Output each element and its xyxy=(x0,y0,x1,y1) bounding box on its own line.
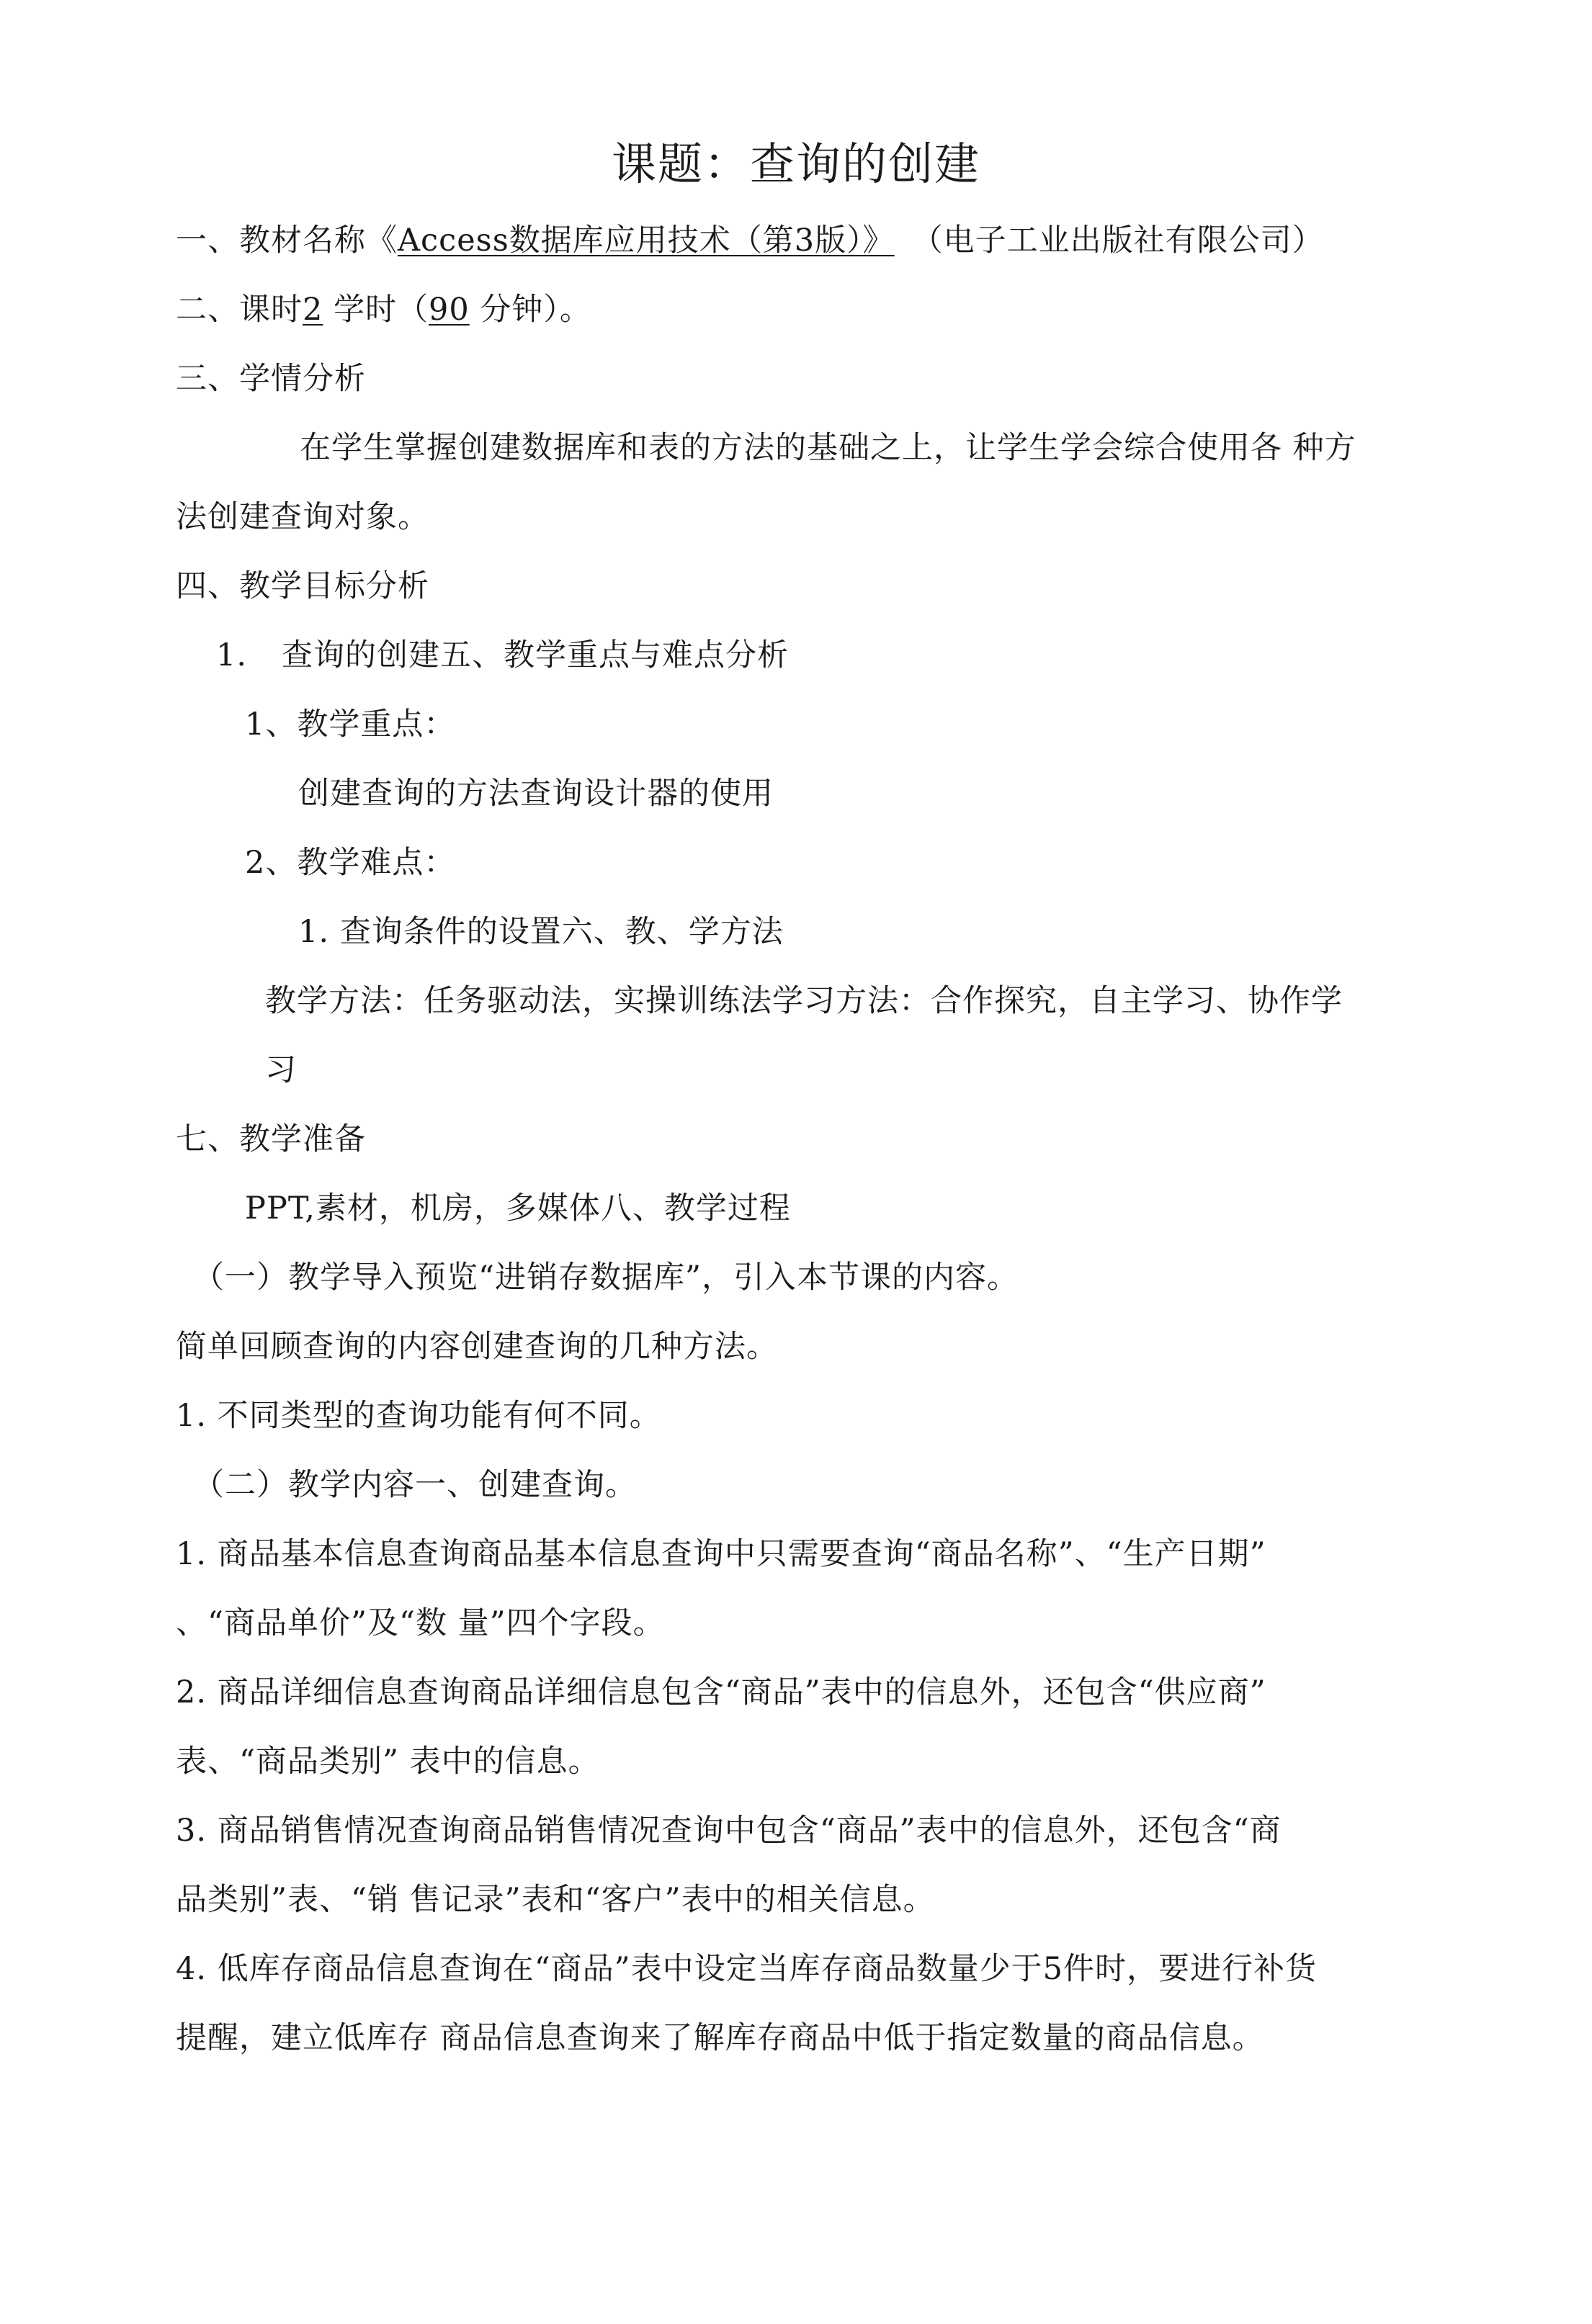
query-3-line-2: 品类别”表、“销 售记录”表和“客户”表中的相关信息。 xyxy=(176,1882,935,1918)
key-points-heading: 1、教学重点： xyxy=(245,706,456,742)
class-hours-line: 二、课时2 学时（90 分钟）。 xyxy=(176,292,591,328)
review-item: 1. 不同类型的查询功能有何不同。 xyxy=(176,1398,661,1434)
learner-analysis-paragraph-line-2: 法创建查询对象。 xyxy=(176,499,429,535)
query-4-line-1: 4. 低库存商品信息查询在“商品”表中设定当库存商品数量少于5件时，要进行补货 xyxy=(176,1951,1318,1987)
textbook-publisher: （电子工业出版社有限公司） xyxy=(911,223,1324,259)
key-points-text: 创建查询的方法查询设计器的使用 xyxy=(298,776,774,812)
content-text: （二）教学内容一、创建查询。 xyxy=(193,1467,637,1503)
difficult-points-text: 1. 查询条件的设置六、教、学方法 xyxy=(298,914,784,950)
textbook-close: 》 xyxy=(862,223,895,259)
textbook-title: Access数据库应用技术（第3版） xyxy=(398,223,863,259)
query-1-line-2: 、“商品单价”及“数 量”四个字段。 xyxy=(176,1605,665,1641)
learner-analysis-paragraph-line-1: 在学生掌握创建数据库和表的方法的基础之上，让学生学会综合使用各 种方 xyxy=(300,430,1356,466)
methods-line-2: 习 xyxy=(265,1052,297,1088)
section-heading-preparation: 七、教学准备 xyxy=(176,1121,366,1157)
query-2-line-2: 表、“商品类别” 表中的信息。 xyxy=(176,1744,600,1780)
objective-item-text: 查询的创建五、教学重点与难点分析 xyxy=(282,637,790,673)
objective-item xyxy=(216,634,789,677)
objective-item-number: 1. xyxy=(216,637,248,673)
textbook-line xyxy=(176,219,1324,262)
difficult-points-heading: 2、教学难点： xyxy=(245,845,456,881)
review-text: 简单回顾查询的内容创建查询的几种方法。 xyxy=(176,1329,778,1365)
textbook-prefix: 一、教材名称《 xyxy=(176,223,398,259)
query-3-line-1: 3. 商品销售情况查询商品销售情况查询中包含“商品”表中的信息外，还包含“商 xyxy=(176,1813,1282,1849)
query-1-line-1: 1. 商品基本信息查询商品基本信息查询中只需要查询“商品名称”、“生产日期” xyxy=(176,1536,1266,1572)
section-heading-objectives: 四、教学目标分析 xyxy=(176,568,429,604)
intro-text: （一）教学导入预览“进销存数据库”，引入本节课的内容。 xyxy=(193,1260,1019,1296)
methods-line-1: 教学方法：任务驱动法，实操训练法学习方法：合作探究，自主学习、协作学 xyxy=(265,983,1343,1019)
section-heading-learner-analysis: 三、学情分析 xyxy=(176,361,366,397)
query-4-line-2: 提醒，建立低库存 商品信息查询来了解库存商品中低于指定数量的商品信息。 xyxy=(176,2020,1264,2056)
class-hours-value: 2 xyxy=(303,292,323,328)
preparation-text: PPT,素材，机房，多媒体八、教学过程 xyxy=(245,1190,791,1226)
query-2-line-1: 2. 商品详细信息查询商品详细信息包含“商品”表中的信息外，还包含“供应商” xyxy=(176,1674,1266,1710)
class-minutes-value: 90 xyxy=(429,292,470,328)
page-title: 课题：查询的创建 xyxy=(611,138,980,190)
